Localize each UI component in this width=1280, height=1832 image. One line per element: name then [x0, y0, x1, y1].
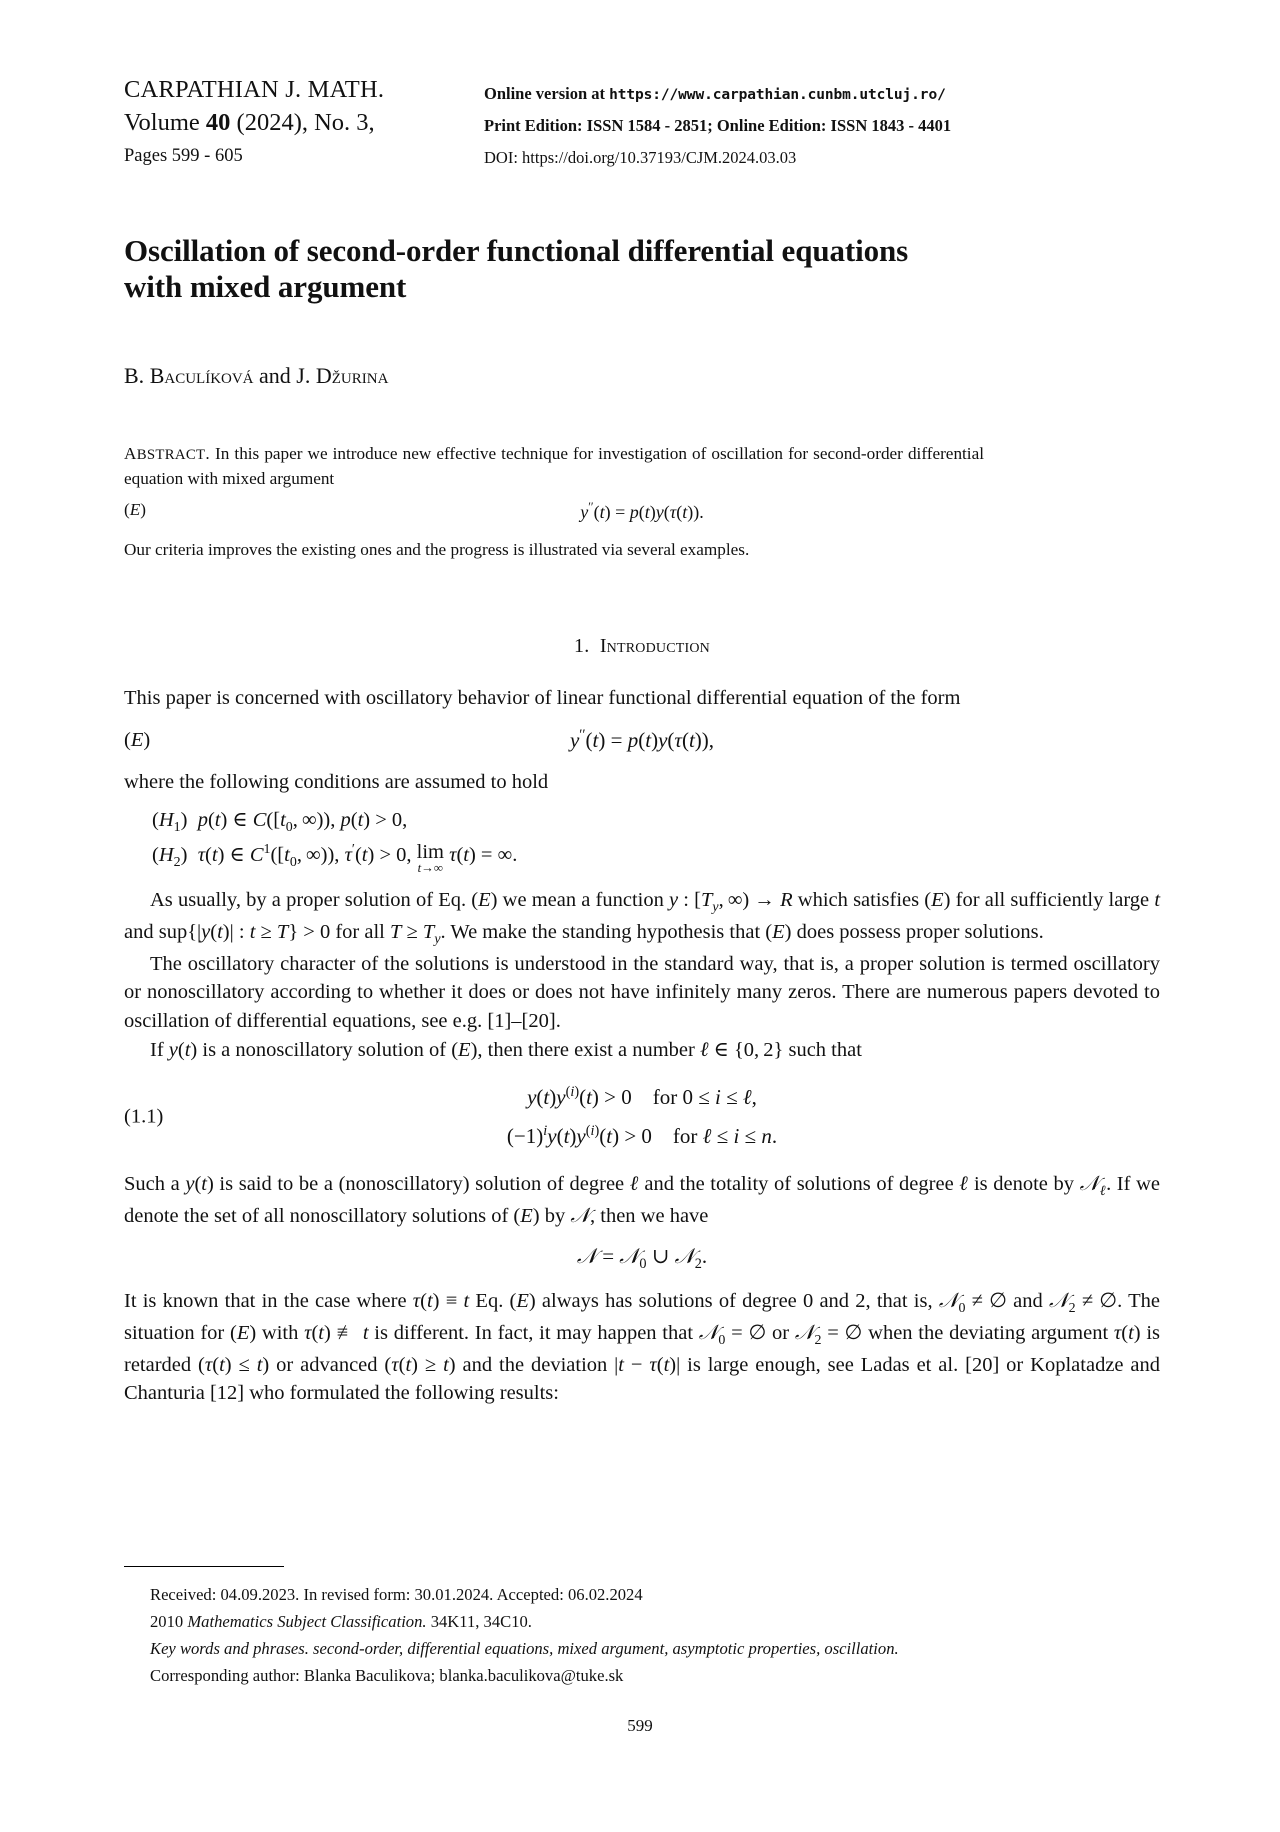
- keywords-label: Key words and phrases.: [150, 1638, 309, 1658]
- abstract-closing: Our criteria improves the existing ones and the progress is illustrated via several examples.: [124, 540, 750, 560]
- footnote-keywords: [124, 1636, 1160, 1663]
- volume-suffix: (2024), No. 3,: [230, 108, 375, 136]
- footnote-received: Received: 04.09.2023. In revised form: 30.01.2024. Accepted: 06.02.2024: [150, 1585, 643, 1604]
- online-version-line: [484, 78, 1160, 110]
- issn-line: Print Edition: ISSN 1584 - 2851; Online Edition: ISSN 1843 - 4401: [484, 116, 952, 136]
- volume-number: 40: [205, 108, 231, 136]
- equation-1-1-line-1: $y(t)y^{(i)}(t) > 0$ for 0 ≤ i ≤ ℓ,: [527, 1084, 757, 1110]
- msc-year: 2010: [150, 1611, 188, 1631]
- equation-E-row: [124, 726, 1160, 756]
- masthead: [124, 72, 1160, 175]
- section-number: 1.: [574, 634, 590, 657]
- footnotes: [124, 1582, 1160, 1690]
- condition-H2: $(H_2)$ τ(t) ∈ $C^1([t_0$, ∞)), τ′(t) > 0, lim t→∞ τ(t) = ∞.: [152, 841, 518, 875]
- conditions-list: [124, 805, 1160, 874]
- journal-name: CARPATHIAN J. MATH.: [124, 76, 385, 103]
- body-content: [124, 684, 1160, 1409]
- abstract-equation-tag: (E): [124, 500, 146, 520]
- masthead-left: [124, 72, 474, 170]
- paragraph-4: The oscillatory character of the solutions is understood in the standard way, that is, a proper solution is termed oscillatory or nonoscillatory according to whether it does or does not have infinitely many zeros. There are numerous papers devoted to oscillation of differential equations, see e.g. [1]–[20].: [124, 952, 1160, 1032]
- footnote-msc: [124, 1609, 1160, 1636]
- author-1-surname: Baculíková: [149, 362, 254, 388]
- volume-prefix: Volume: [124, 108, 206, 136]
- paragraph-7: It is known that in the case where τ(t) ≡ t Eq. (E) always has solutions of degree 0 and 2, that is, 𝒩$_0$ ≠ ∅ and 𝒩$_2$ ≠ ∅. The situation for (E) with τ(t) ≢ t is different. In fact, it may happen that 𝒩$_0$ = ∅ or 𝒩$_2$ = ∅ when the deviating argument τ(t) is retarded (τ(t) ≤ t) or advanced (τ(t) ≥ t) and the deviation |t − τ(t)| is large enough, see Ladas et al. [20] or Koplatadze and Chanturia [12] who formulated the following results:: [124, 1290, 1161, 1405]
- masthead-right: [474, 72, 1160, 175]
- paragraph-6: Such a y(t) is said to be a (nonoscillatory) solution of degree ℓ and the totality of solutions of degree ℓ is denote by 𝒩$_\ell$. If we denote the set of all nonoscillatory solutions of (E) by 𝒩, then we have: [124, 1173, 1160, 1227]
- paragraph-2: where the following conditions are assumed to hold: [124, 771, 549, 794]
- section-heading: [124, 635, 1160, 658]
- condition-H1: $(H_1)$ p(t) ∈ $C([t_0$, ∞)), p(t) > 0,: [152, 808, 408, 835]
- abstract-heading: ABSTRACT.: [124, 444, 210, 464]
- abstract: [124, 442, 984, 491]
- journal-pages: Pages 599 - 605: [124, 145, 243, 166]
- online-version-label: Online version at: [484, 84, 610, 103]
- paragraph-1: This paper is concerned with oscillatory behavior of linear functional differential equation of the form: [124, 686, 961, 709]
- footnote-separator: [124, 1566, 284, 1567]
- paragraph-5: If y(t) is a nonoscillatory solution of (E), then there exist a number ℓ ∈ {0, 2} such that: [150, 1038, 862, 1061]
- page-number: 599: [627, 1716, 653, 1735]
- abstract-equation: y′′(t) = p(t)y(τ(t)).: [580, 500, 704, 523]
- authors: B. Baculíková and J. Džurina: [124, 362, 389, 388]
- abstract-text: In this paper we introduce new effective technique for investigation of oscillation for second-order differential equation with mixed argument: [124, 444, 984, 488]
- doi-line[interactable]: DOI: https://doi.org/10.37193/CJM.2024.03.03: [484, 148, 797, 168]
- equation-E-tag: (E): [124, 729, 151, 752]
- equation-1-1-block: [124, 1078, 1160, 1156]
- paragraph-3: As usually, by a proper solution of Eq. (E) we mean a function y : [$T_y$, ∞) → R which satisfies (E) for all sufficiently large t and sup{|y(t)| : t ≥ T} > 0 for all $T \ge T_y$. We make the standing hypothesis that (E) does possess proper solutions.: [124, 889, 1161, 948]
- equation-E: y′′(t) = p(t)y(τ(t)),: [569, 727, 715, 753]
- keywords-value: second-order, differential equations, mixed argument, asymptotic properties, oscillation.: [308, 1638, 899, 1658]
- author-2-surname: Džurina: [315, 362, 389, 388]
- abstract-equation-row: [124, 500, 1160, 530]
- equation-N-union: 𝒩 = 𝒩$_0$ ∪ 𝒩$_2$.: [576, 1244, 708, 1273]
- equation-1-1-line-2: $(-1)^iy(t)y^{(i)}(t) > 0$ for ℓ ≤ i ≤ n.: [506, 1123, 778, 1149]
- journal-volume: [124, 107, 474, 140]
- equation-1-1-tag: (1.1): [124, 1105, 164, 1128]
- msc-label: Mathematics Subject Classification.: [187, 1611, 427, 1631]
- footnote-corresponding-author: Corresponding author: Blanka Baculikova; blanka.baculikova@tuke.sk: [150, 1665, 624, 1685]
- equation-1-1-lines: [124, 1078, 1160, 1156]
- msc-codes: 34K11, 34C10.: [426, 1611, 532, 1631]
- page-title: Oscillation of second-order functional differential equations with mixed argument: [124, 232, 909, 305]
- section-name: Introduction: [599, 634, 710, 657]
- online-version-url[interactable]: https://www.carpathian.cunbm.utcluj.ro/: [609, 87, 946, 103]
